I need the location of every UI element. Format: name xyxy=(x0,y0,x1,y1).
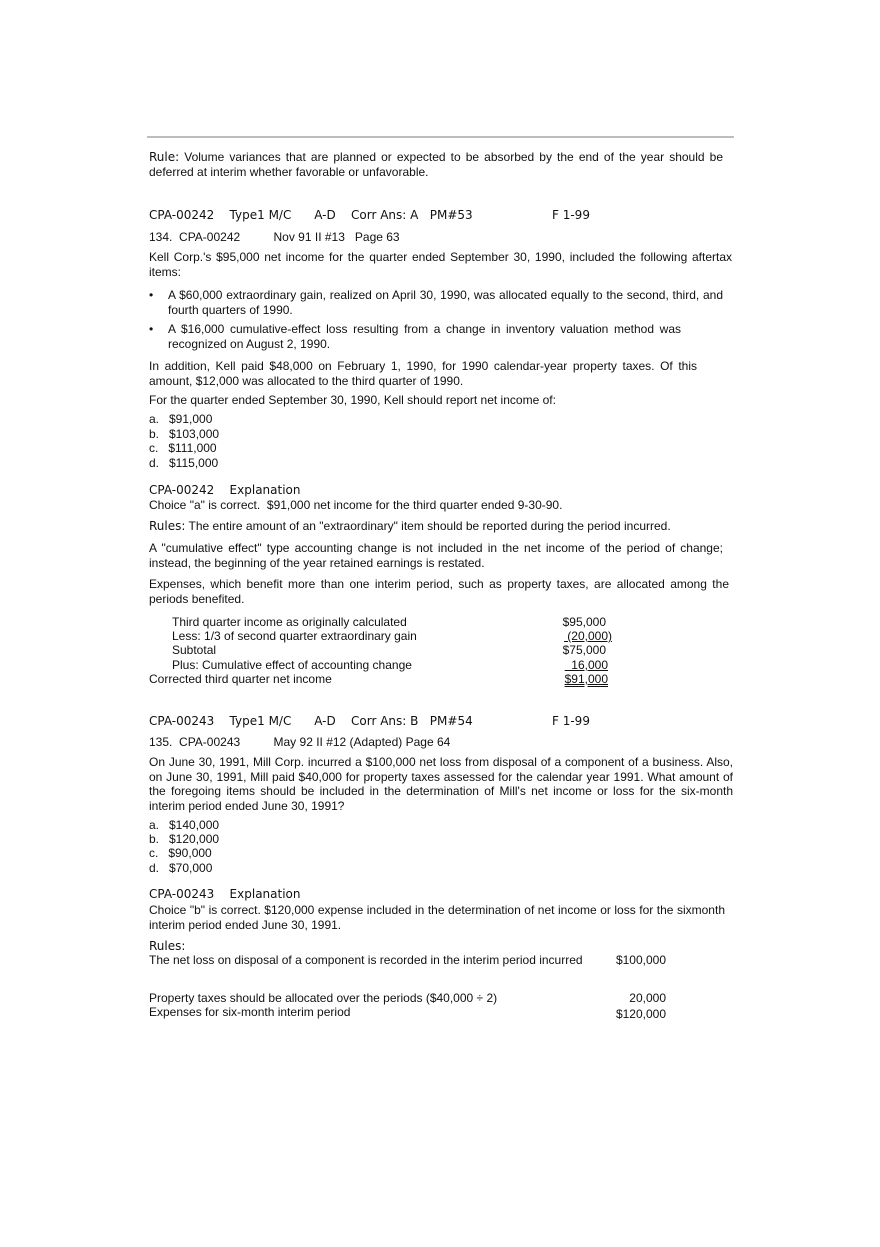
explanation-header: CPA-00242 Explanation xyxy=(149,483,301,497)
rules-label: Rules: xyxy=(149,939,186,953)
table-total-value: $91,000 xyxy=(564,672,608,686)
question-header-form: F 1-99 xyxy=(552,208,590,222)
bullet-item xyxy=(149,288,723,318)
top-divider xyxy=(147,136,734,138)
rule-text: Volume variances that are planned or expected to be absorbed by the end of the year should be deferred at interim whether favorable or unfavorable. xyxy=(149,150,723,179)
question-stem: On June 30, 1991, Mill Corp. incurred a $100,000 net loss from disposal of a component of a business. Also, on June 30, 1991, Mill paid $40,000 for property taxes assessed for the calendar year 1991. What amount of the foregoing items should be included in the determination of Mill's net income or loss for the six-month interim period ended June 30, 1991? xyxy=(149,755,733,813)
bullet-text: A $16,000 cumulative-effect loss resulting from a change in inventory valuation method was recognized on August 2, 1990. xyxy=(168,322,681,351)
question-prompt: For the quarter ended September 30, 1990, Kell should report net income of: xyxy=(149,393,556,407)
explanation-paragraph: Expenses, which benefit more than one interim period, such as property taxes, are allocated among the periods benefited. xyxy=(149,577,729,606)
explanation-choice: Choice "b" is correct. $120,000 expense included in the determination of net income or loss for the sixmonth interim period ended June 30, 1991. xyxy=(149,903,725,932)
bullet-item xyxy=(149,322,681,352)
explanation-header: CPA-00243 Explanation xyxy=(149,887,301,901)
rule-label: Rule: xyxy=(149,150,180,164)
table-row-label: Plus: Cumulative effect of accounting change xyxy=(172,658,412,672)
option-d: d. $115,000 xyxy=(149,456,219,470)
explanation-choice: Choice "a" is correct. $91,000 net income for the third quarter ended 9-30-90. xyxy=(149,498,563,512)
table-row-label: Subtotal xyxy=(172,643,217,657)
bullet-text: A $60,000 extraordinary gain, realized on April 30, 1990, was allocated equally to the second, third, and fourth quarters of 1990. xyxy=(168,288,723,317)
bullet-icon: • xyxy=(149,322,154,336)
rule-paragraph xyxy=(149,150,723,179)
rules-text: The entire amount of an "extraordinary" item should be reported during the period incurred. xyxy=(185,519,671,533)
table-total-label: Corrected third quarter net income xyxy=(149,672,332,686)
addition-paragraph: In addition, Kell paid $48,000 on February 1, 1990, for 1990 calendar-year property taxes. Of this amount, $12,000 was allocated to the third quarter of 1990. xyxy=(149,359,697,388)
table-row-value: $100,000 xyxy=(615,953,666,967)
question-source: 135. CPA-00243 May 92 II #12 (Adapted) Page 64 xyxy=(149,735,451,749)
question-header-form: F 1-99 xyxy=(552,714,590,728)
option-b: b. $103,000 xyxy=(149,427,220,441)
table-row-value: 20,000 xyxy=(629,991,666,1005)
table-row-label: Less: 1/3 of second quarter extraordinary gain xyxy=(172,629,417,643)
table-row-value: 16,000 xyxy=(564,658,608,672)
option-a: a. $91,000 xyxy=(149,412,213,426)
option-c: c. $111,000 xyxy=(149,441,217,455)
bullet-icon: • xyxy=(149,288,154,302)
option-c: c. $90,000 xyxy=(149,846,212,860)
table-total-value: $120,000 xyxy=(615,1007,666,1021)
table-total-label: Expenses for six-month interim period xyxy=(149,1005,351,1019)
question-header: CPA-00242 Type1 M/C A-D Corr Ans: A PM#53 xyxy=(149,208,473,222)
explanation-paragraph: A "cumulative effect" type accounting change is not included in the net income of the period of change; instead, the beginning of the year retained earnings is restated. xyxy=(149,541,723,570)
table-row-value: $75,000 xyxy=(562,643,606,657)
option-d: d. $70,000 xyxy=(149,861,213,875)
table-row-label: The net loss on disposal of a component is recorded in the interim period incurred xyxy=(149,953,583,967)
question-header: CPA-00243 Type1 M/C A-D Corr Ans: B PM#54 xyxy=(149,714,473,728)
table-row-value: (20,000) xyxy=(563,629,612,643)
table-row-label: Property taxes should be allocated over the periods ($40,000 ÷ 2) xyxy=(149,991,498,1005)
table-row-value: $95,000 xyxy=(562,615,606,629)
rules-label: Rules: xyxy=(149,519,186,533)
question-source: 134. CPA-00242 Nov 91 II #13 Page 63 xyxy=(149,230,400,244)
rules-paragraph xyxy=(149,519,733,534)
question-stem: Kell Corp.'s $95,000 net income for the quarter ended September 30, 1990, included the following aftertax items: xyxy=(149,250,732,279)
option-a: a. $140,000 xyxy=(149,818,220,832)
table-row-label: Third quarter income as originally calculated xyxy=(172,615,407,629)
option-b: b. $120,000 xyxy=(149,832,220,846)
